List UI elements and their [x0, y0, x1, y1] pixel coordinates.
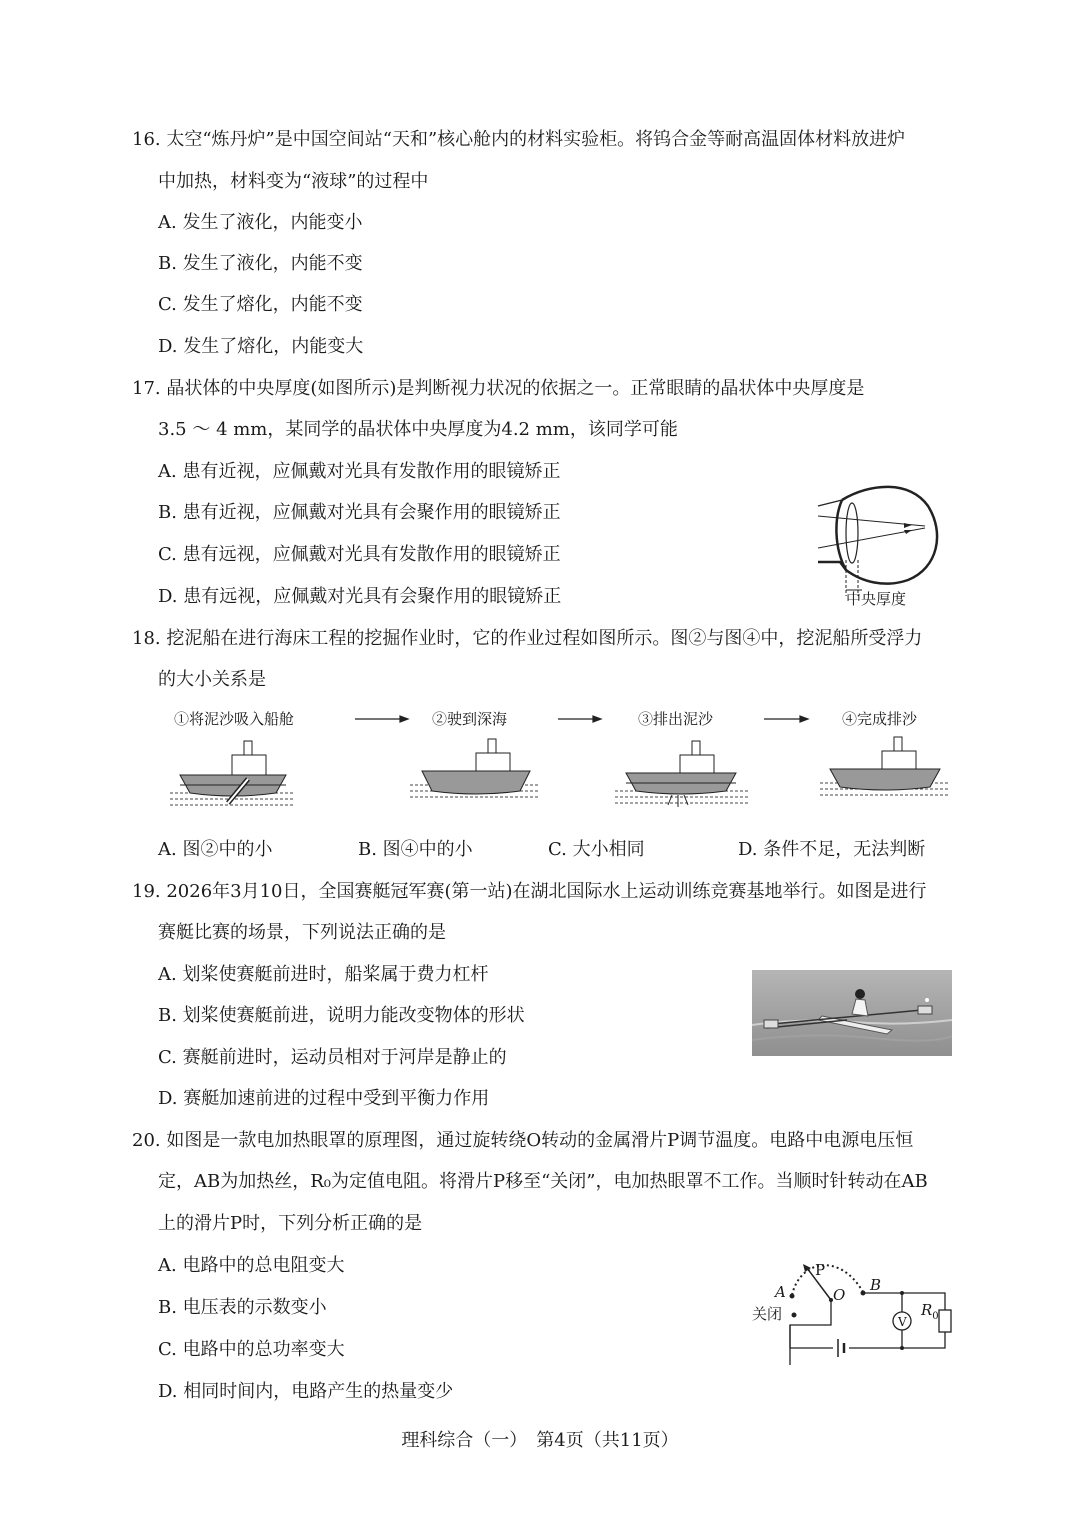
resistor-letter: R [921, 1301, 933, 1319]
q18-option-d: D. 条件不足，无法判断 [738, 839, 926, 860]
q19-option-b: B. 划桨使赛艇前进，说明力能改变物体的形状 [158, 1005, 525, 1026]
q18-stem-line2: 的大小关系是 [158, 669, 266, 690]
q17-option-c: C. 患有远视，应佩戴对光具有发散作用的眼镜矫正 [158, 544, 561, 565]
q19-option-c: C. 赛艇前进时，运动员相对于河岸是静止的 [158, 1047, 507, 1068]
q19-stem-line1: 19. 2026年3月10日，全国赛艇冠军赛(第一站)在湖北国际水上运动训练竞赛基地举行。如图是进行 [132, 881, 927, 902]
dredger-process-figure [160, 705, 960, 815]
q16-option-a: A. 发生了液化，内能变小 [158, 212, 363, 233]
label-b: B [870, 1276, 882, 1294]
q16-option-d: D. 发生了熔化，内能变大 [158, 336, 364, 357]
page-footer: 理科综合（一） 第4页（共11页） [401, 1430, 679, 1451]
label-p: P [815, 1261, 826, 1279]
eye-figure-label: 中央厚度 [846, 590, 907, 608]
voltmeter-label: V [898, 1315, 907, 1329]
label-o: O [833, 1286, 846, 1304]
resistor-label [921, 1301, 939, 1326]
q17-stem-line2: 3.5 ～ 4 mm，某同学的晶状体中央厚度为4.2 mm，该同学可能 [158, 419, 678, 440]
resistor-subscript: 0 [932, 1311, 939, 1322]
q20-option-a: A. 电路中的总电阻变大 [158, 1255, 345, 1276]
q20-stem-line1: 20. 如图是一款电加热眼罩的原理图，通过旋转绕O转动的金属滑片P调节温度。电路中电源电压恒 [132, 1130, 914, 1151]
q18-stem-line1: 18. 挖泥船在进行海床工程的挖掘作业时，它的作业过程如图所示。图②与图④中，挖泥船所受浮力 [132, 628, 923, 649]
q19-option-a: A. 划桨使赛艇前进时，船桨属于费力杠杆 [158, 964, 489, 985]
label-a: A [775, 1283, 786, 1301]
q17-option-b: B. 患有近视，应佩戴对光具有会聚作用的眼镜矫正 [158, 502, 561, 523]
q20-option-b: B. 电压表的示数变小 [158, 1297, 327, 1318]
q16-stem-line2: 中加热，材料变为“液球”的过程中 [158, 171, 429, 192]
dredger-boat-3 [615, 741, 750, 807]
q18-step1-label: ①将泥沙吸入船舱 [174, 710, 295, 728]
q17-stem-line1: 17. 晶状体的中央厚度(如图所示)是判断视力状况的依据之一。正常眼睛的晶状体中央厚度是 [132, 378, 865, 399]
q19-stem-line2: 赛艇比赛的场景，下列说法正确的是 [158, 922, 446, 943]
label-off: 关闭 [752, 1305, 783, 1323]
q18-option-b: B. 图④中的小 [358, 839, 473, 860]
q17-option-a: A. 患有近视，应佩戴对光具有发散作用的眼镜矫正 [158, 461, 561, 482]
q16-option-b: B. 发生了液化，内能不变 [158, 253, 363, 274]
q20-stem-line3: 上的滑片P时，下列分析正确的是 [158, 1213, 423, 1234]
dredger-boat-2 [410, 739, 540, 797]
q16-stem-line1: 16. 太空“炼丹炉”是中国空间站“天和”核心舱内的材料实验柜。将钨合金等耐高温固体材料放进炉 [132, 129, 906, 150]
q20-stem-line2: 定，AB为加热丝，R₀为定值电阻。将滑片P移至“关闭”，电加热眼罩不工作。当顺时针转动在AB [158, 1171, 928, 1192]
q18-option-c: C. 大小相同 [548, 839, 645, 860]
q18-step4-label: ④完成排沙 [842, 710, 918, 728]
dredger-boat-1 [170, 741, 295, 805]
q18-option-a: A. 图②中的小 [158, 839, 273, 860]
q18-step2-label: ②驶到深海 [432, 710, 508, 728]
q20-option-c: C. 电路中的总功率变大 [158, 1339, 345, 1360]
rowing-photo [752, 970, 952, 1056]
q16-option-c: C. 发生了熔化，内能不变 [158, 294, 363, 315]
q17-option-d: D. 患有远视，应佩戴对光具有会聚作用的眼镜矫正 [158, 586, 562, 607]
dredger-boat-4 [820, 737, 950, 795]
q19-option-d: D. 赛艇加速前进的过程中受到平衡力作用 [158, 1088, 490, 1109]
q20-option-d: D. 相同时间内，电路产生的热量变少 [158, 1381, 454, 1402]
q18-step3-label: ③排出泥沙 [638, 710, 714, 728]
